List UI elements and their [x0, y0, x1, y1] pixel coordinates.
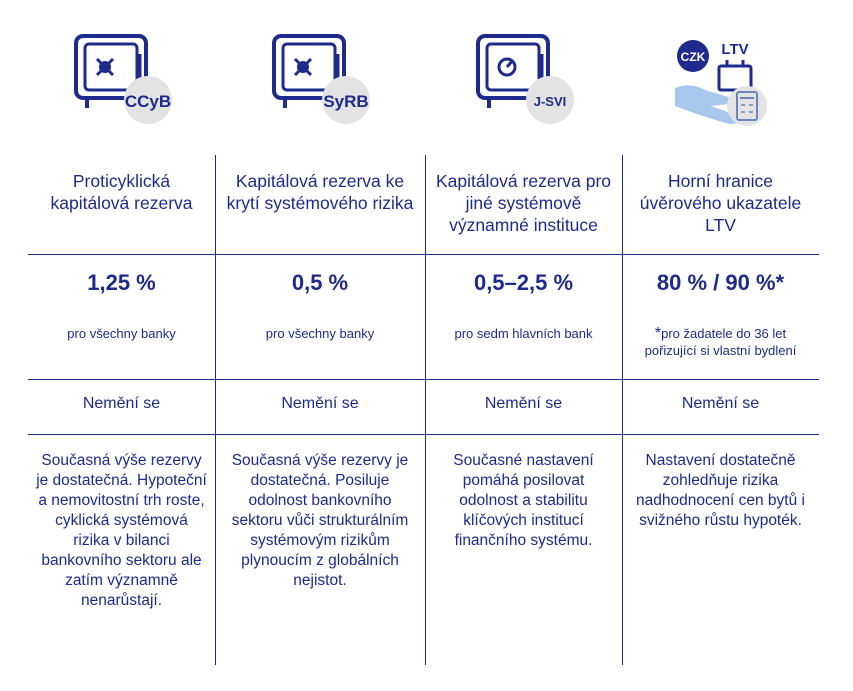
rate-value: 0,5–2,5 % — [473, 270, 574, 295]
column-ltv — [622, 0, 819, 691]
scope-text: pro sedm hlavních bank — [454, 326, 593, 341]
safe-icon — [72, 30, 172, 130]
ltv-label: LTV — [720, 41, 749, 58]
rationale-text: Současná výše rezervy je dostatečná. Hypoteční a nemovitostní trh roste, cyklická systémová rizika v bilanci bankovního sektoru ale zatím významně nenarůstají. — [36, 452, 207, 609]
column-divider — [622, 155, 623, 665]
rate-value: 80 % / 90 %* — [656, 270, 785, 295]
scope-text: pro všechny banky — [265, 326, 375, 341]
scope-text: pro všechny banky — [67, 326, 176, 341]
instrument-name: Kapitálová rezerva pro jiné systémově významné instituce — [435, 171, 612, 235]
column-divider — [425, 155, 426, 665]
safe-icon — [474, 30, 574, 130]
icon-label: CCyB — [124, 92, 171, 111]
row-divider — [28, 379, 819, 380]
column-ccyb — [28, 0, 215, 691]
footnote-star: * — [654, 325, 662, 342]
instrument-name: Kapitálová rezerva ke krytí systémového rizika — [226, 171, 414, 213]
change-status: Nemění se — [681, 395, 760, 412]
rate-value: 0,5 % — [291, 270, 349, 295]
macroprudential-table — [28, 0, 819, 691]
hand-czk-ltv-icon — [671, 30, 771, 130]
czk-label: CZK — [680, 50, 705, 64]
rationale-text: Současná výše rezervy je dostatečná. Posiluje odolnost bankovního sektoru vůči strukturálním systémovým rizikům plynoucím z globálních nejistot. — [231, 452, 409, 589]
rate-value: 1,25 % — [87, 270, 156, 295]
instrument-name: Horní hranice úvěrového ukazatele LTV — [639, 171, 802, 235]
change-status: Nemění se — [82, 395, 161, 412]
icon-label: SyRB — [323, 92, 369, 111]
scope-text — [622, 325, 819, 359]
icon-label: J-SVI — [533, 94, 566, 109]
row-divider — [28, 434, 819, 435]
column-divider — [215, 155, 216, 665]
column-syrb — [215, 0, 425, 691]
row-divider — [28, 254, 819, 255]
change-status: Nemění se — [281, 395, 359, 412]
rationale-text: Současné nastavení pomáhá posilovat odolnost a stabilitu klíčových institucí finančního systému. — [453, 452, 594, 549]
footnote-text: pro žadatele do 36 let pořizující si vlastní bydlení — [644, 326, 797, 358]
rationale-text: Nastavení dostatečně zohledňuje rizika nadhodnocení cen bytů i svižného růstu hypoték. — [636, 452, 805, 529]
column-jsvi — [425, 0, 622, 691]
instrument-name: Proticyklická kapitálová rezerva — [50, 171, 193, 213]
safe-icon — [270, 30, 370, 130]
change-status: Nemění se — [484, 395, 563, 412]
